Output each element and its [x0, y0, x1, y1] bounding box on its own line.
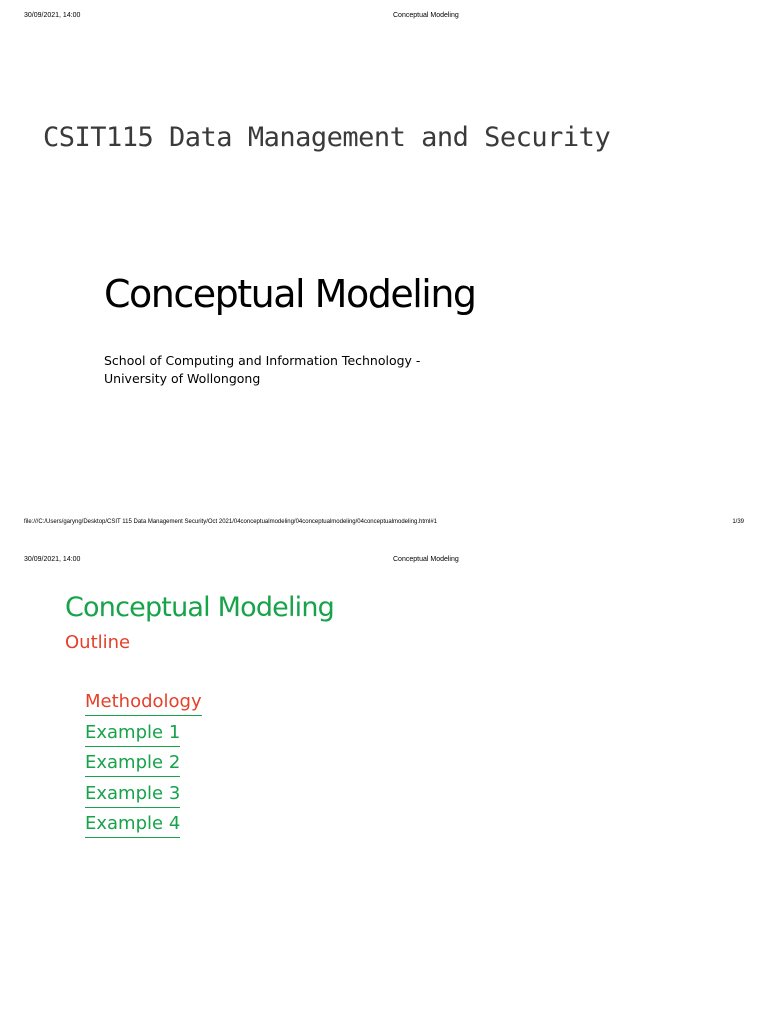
- outline-link-example-4[interactable]: Example 4: [85, 812, 180, 838]
- outline-item: [85, 690, 202, 721]
- outline-list: [85, 690, 202, 843]
- print-url: file:///C:/Users/garyng/Desktop/CSIT 115 Data Management Security/Oct 2021/04conceptualmodeling/04conceptualmodeling/04conceptualmodeling.html#1: [24, 519, 438, 525]
- outline-link-example-3[interactable]: Example 3: [85, 782, 180, 808]
- affiliation: [104, 352, 434, 388]
- print-footer: [24, 519, 744, 529]
- print-date: 30/09/2021, 14:00: [24, 12, 81, 19]
- outline-item: [85, 721, 202, 752]
- print-date: 30/09/2021, 14:00: [24, 556, 81, 563]
- outline-item: [85, 812, 202, 843]
- outline-item: [85, 751, 202, 782]
- slide-subtitle: Outline: [65, 632, 131, 653]
- affiliation-line-2: University of Wollongong: [104, 371, 261, 386]
- print-header: [24, 12, 744, 22]
- slide-title: Conceptual Modeling: [65, 592, 335, 623]
- course-title: CSIT115 Data Management and Security: [43, 122, 611, 153]
- outline-item: [85, 782, 202, 813]
- outline-link-example-2[interactable]: Example 2: [85, 751, 180, 777]
- print-header-page-2: [24, 556, 744, 566]
- print-doc-title: Conceptual Modeling: [393, 12, 459, 19]
- affiliation-line-1: School of Computing and Information Technology -: [104, 353, 421, 368]
- print-doc-title: Conceptual Modeling: [393, 556, 459, 563]
- print-page-number: 1/39: [732, 519, 744, 525]
- deck-title: Conceptual Modeling: [104, 272, 476, 316]
- outline-link-example-1[interactable]: Example 1: [85, 721, 180, 747]
- outline-link-methodology[interactable]: Methodology: [85, 690, 202, 716]
